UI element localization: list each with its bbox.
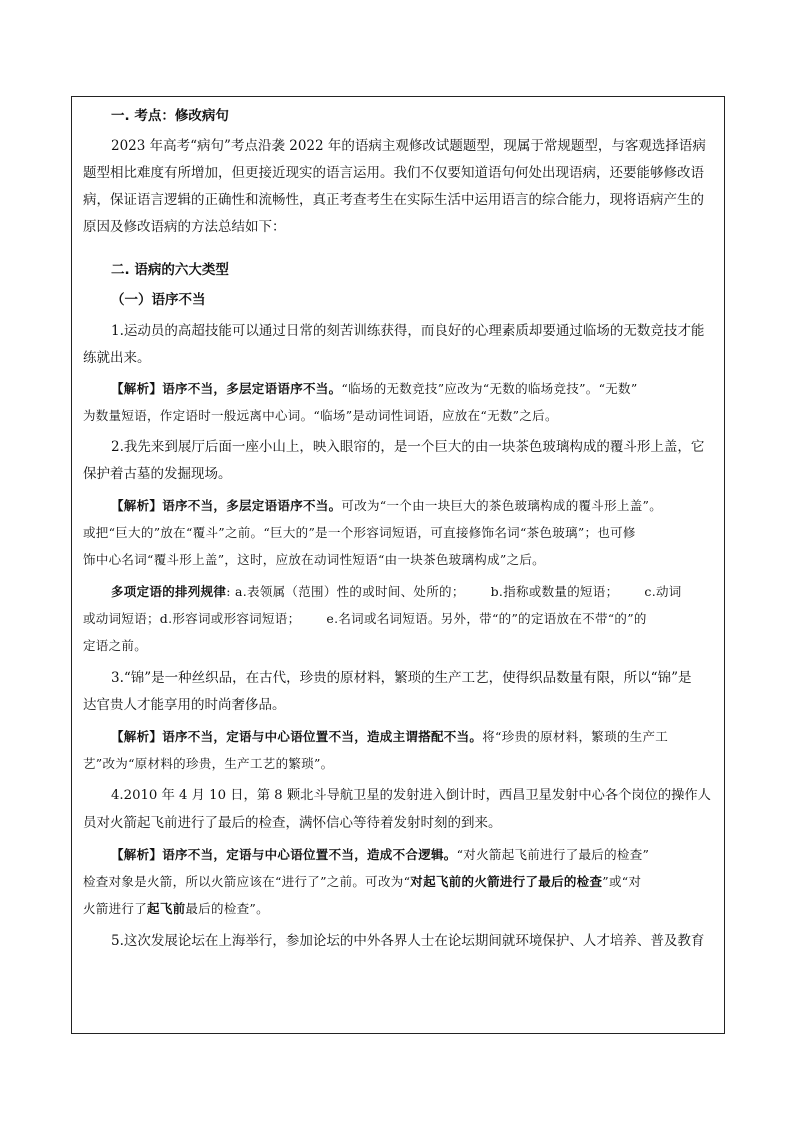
example-2-line-2: 保护着古墓的发掘现场。 xyxy=(83,466,232,482)
rule-d: 或动词短语；d.形容词或形容词短语； xyxy=(83,611,301,626)
analysis-1-text: “临场的无数竞技”应改为“无数的临场竞技”。“无数” xyxy=(341,381,638,396)
heading-six-types: 二. 语病的六大类型 xyxy=(111,262,229,278)
rule-b: b.指称或数量的短语； xyxy=(490,584,619,599)
analysis-3-tag: 【解析】语序不当，定语与中心语位置不当，造成主谓搭配不当。 xyxy=(111,729,483,744)
analysis-1-line-2: 为数量短语，作定语时一般远离中心词。“临场”是动词性词语，应放在“无数”之后。 xyxy=(83,408,558,423)
analysis-2-line-2: 或把“巨大的”放在“覆斗”之前。“巨大的”是一个形容词短语，可直接修饰名词“茶色玻璃”；也可修 xyxy=(83,525,636,540)
heading-word-order: （一）语序不当 xyxy=(111,292,206,308)
analysis-3-text: 将“珍贵的原材料，繁琐的生产工 xyxy=(482,729,669,744)
example-1-line-2: 练就出来。 xyxy=(83,350,151,366)
ordering-rule-tag: 多项定语的排列规律 xyxy=(111,584,227,599)
example-3-line-1: 3.“锦”是一种丝织品，在古代，珍贵的原材料，繁琐的生产工艺，使得织品数量有限，所以“锦”是 xyxy=(111,670,692,686)
analysis-4-line-3 xyxy=(83,899,269,919)
rule-c: c.动词 xyxy=(644,584,682,599)
ordering-rule-line-2 xyxy=(83,609,647,629)
ordering-rule-line-1 xyxy=(111,582,682,602)
rule-e: e.名词或名词短语。另外，带“的”的定语放在不带“的”的 xyxy=(326,611,647,626)
example-4-line-2: 员对火箭起飞前进行了最后的检查，满怀信心等待着发射时刻的到来。 xyxy=(83,815,502,831)
analysis-4-text: “对火箭起飞前进行了最后的检查” xyxy=(456,847,650,862)
analysis-4-text-c: 火箭进行了 xyxy=(83,901,148,916)
analysis-1-line-1 xyxy=(111,379,638,399)
example-2-line-1: 2.我先来到展厅后面一座小山上，映入眼帘的，是一个巨大的由一块茶色玻璃构成的覆斗形上盖，它 xyxy=(111,439,705,455)
intro-line-2: 题型相比难度有所增加，但更接近现实的语言运用。我们不仅要知道语句何处出现语病，还要能够修改语 xyxy=(83,165,704,181)
analysis-2-text: 可改为“一个由一块巨大的茶色玻璃构成的覆斗形上盖”。 xyxy=(341,498,662,513)
analysis-1-tag: 【解析】语序不当，多层定语语序不当。 xyxy=(111,381,342,396)
analysis-4-text-d: 最后的检查”。 xyxy=(185,901,269,916)
analysis-4-tag: 【解析】语序不当，定语与中心语位置不当，造成不合逻辑。 xyxy=(111,847,457,862)
analysis-3-line-1 xyxy=(111,727,668,747)
intro-line-3: 病，保证语言逻辑的正确性和流畅性，真正考查考生在实际生活中运用语言的综合能力，现将语病产生的 xyxy=(83,192,704,208)
analysis-4-text-a: 检查对象是火箭，所以火箭应该在“进行了”之前。可改为“ xyxy=(83,874,411,889)
analysis-2-tag: 【解析】语序不当，多层定语语序不当。 xyxy=(111,498,342,513)
analysis-4-line-1 xyxy=(111,845,649,865)
intro-line-4: 原因及修改语病的方法总结如下： xyxy=(83,219,286,235)
analysis-4-emphasis-a: 对起飞前的火箭进行了最后的检查 xyxy=(410,874,603,889)
analysis-4-line-2 xyxy=(83,872,641,892)
example-5-line-1: 5.这次发展论坛在上海举行，参加论坛的中外各界人士在论坛期间就环境保护、人才培养、普及教育 xyxy=(111,933,705,949)
example-4-line-1: 4.2010 年 4 月 10 日，第 8 颗北斗导航卫星的发射进入倒计时，西昌卫星发射中心各个岗位的操作人 xyxy=(111,788,711,803)
heading-exam-point: 一. 考点：修改病句 xyxy=(111,108,229,124)
analysis-2-line-1 xyxy=(111,496,662,516)
ordering-rule-line-3: 定语之前。 xyxy=(83,638,148,653)
analysis-4-emphasis-b: 起飞前 xyxy=(147,901,186,916)
rule-a: : a.表领属（范围）性的或时间、处所的； xyxy=(226,584,465,599)
analysis-2-line-3: 饰中心名词“覆斗形上盖”，这时，应放在动词性短语“由一块茶色玻璃构成”之后。 xyxy=(83,552,545,567)
analysis-4-text-b: ”或“对 xyxy=(602,874,642,889)
example-3-line-2: 达官贵人才能享用的时尚奢侈品。 xyxy=(83,697,286,713)
analysis-3-line-2: 艺”改为“原材料的珍贵，生产工艺的繁琐”。 xyxy=(83,756,334,771)
intro-line-1: 2023 年高考“病句”考点沿袭 2022 年的语病主观修改试题题型，现属于常规题型，与客观选择语病 xyxy=(111,138,706,154)
example-1-line-1: 1.运动员的高超技能可以通过日常的刻苦训练获得，而良好的心理素质却要通过临场的无数竞技才能 xyxy=(111,323,705,339)
